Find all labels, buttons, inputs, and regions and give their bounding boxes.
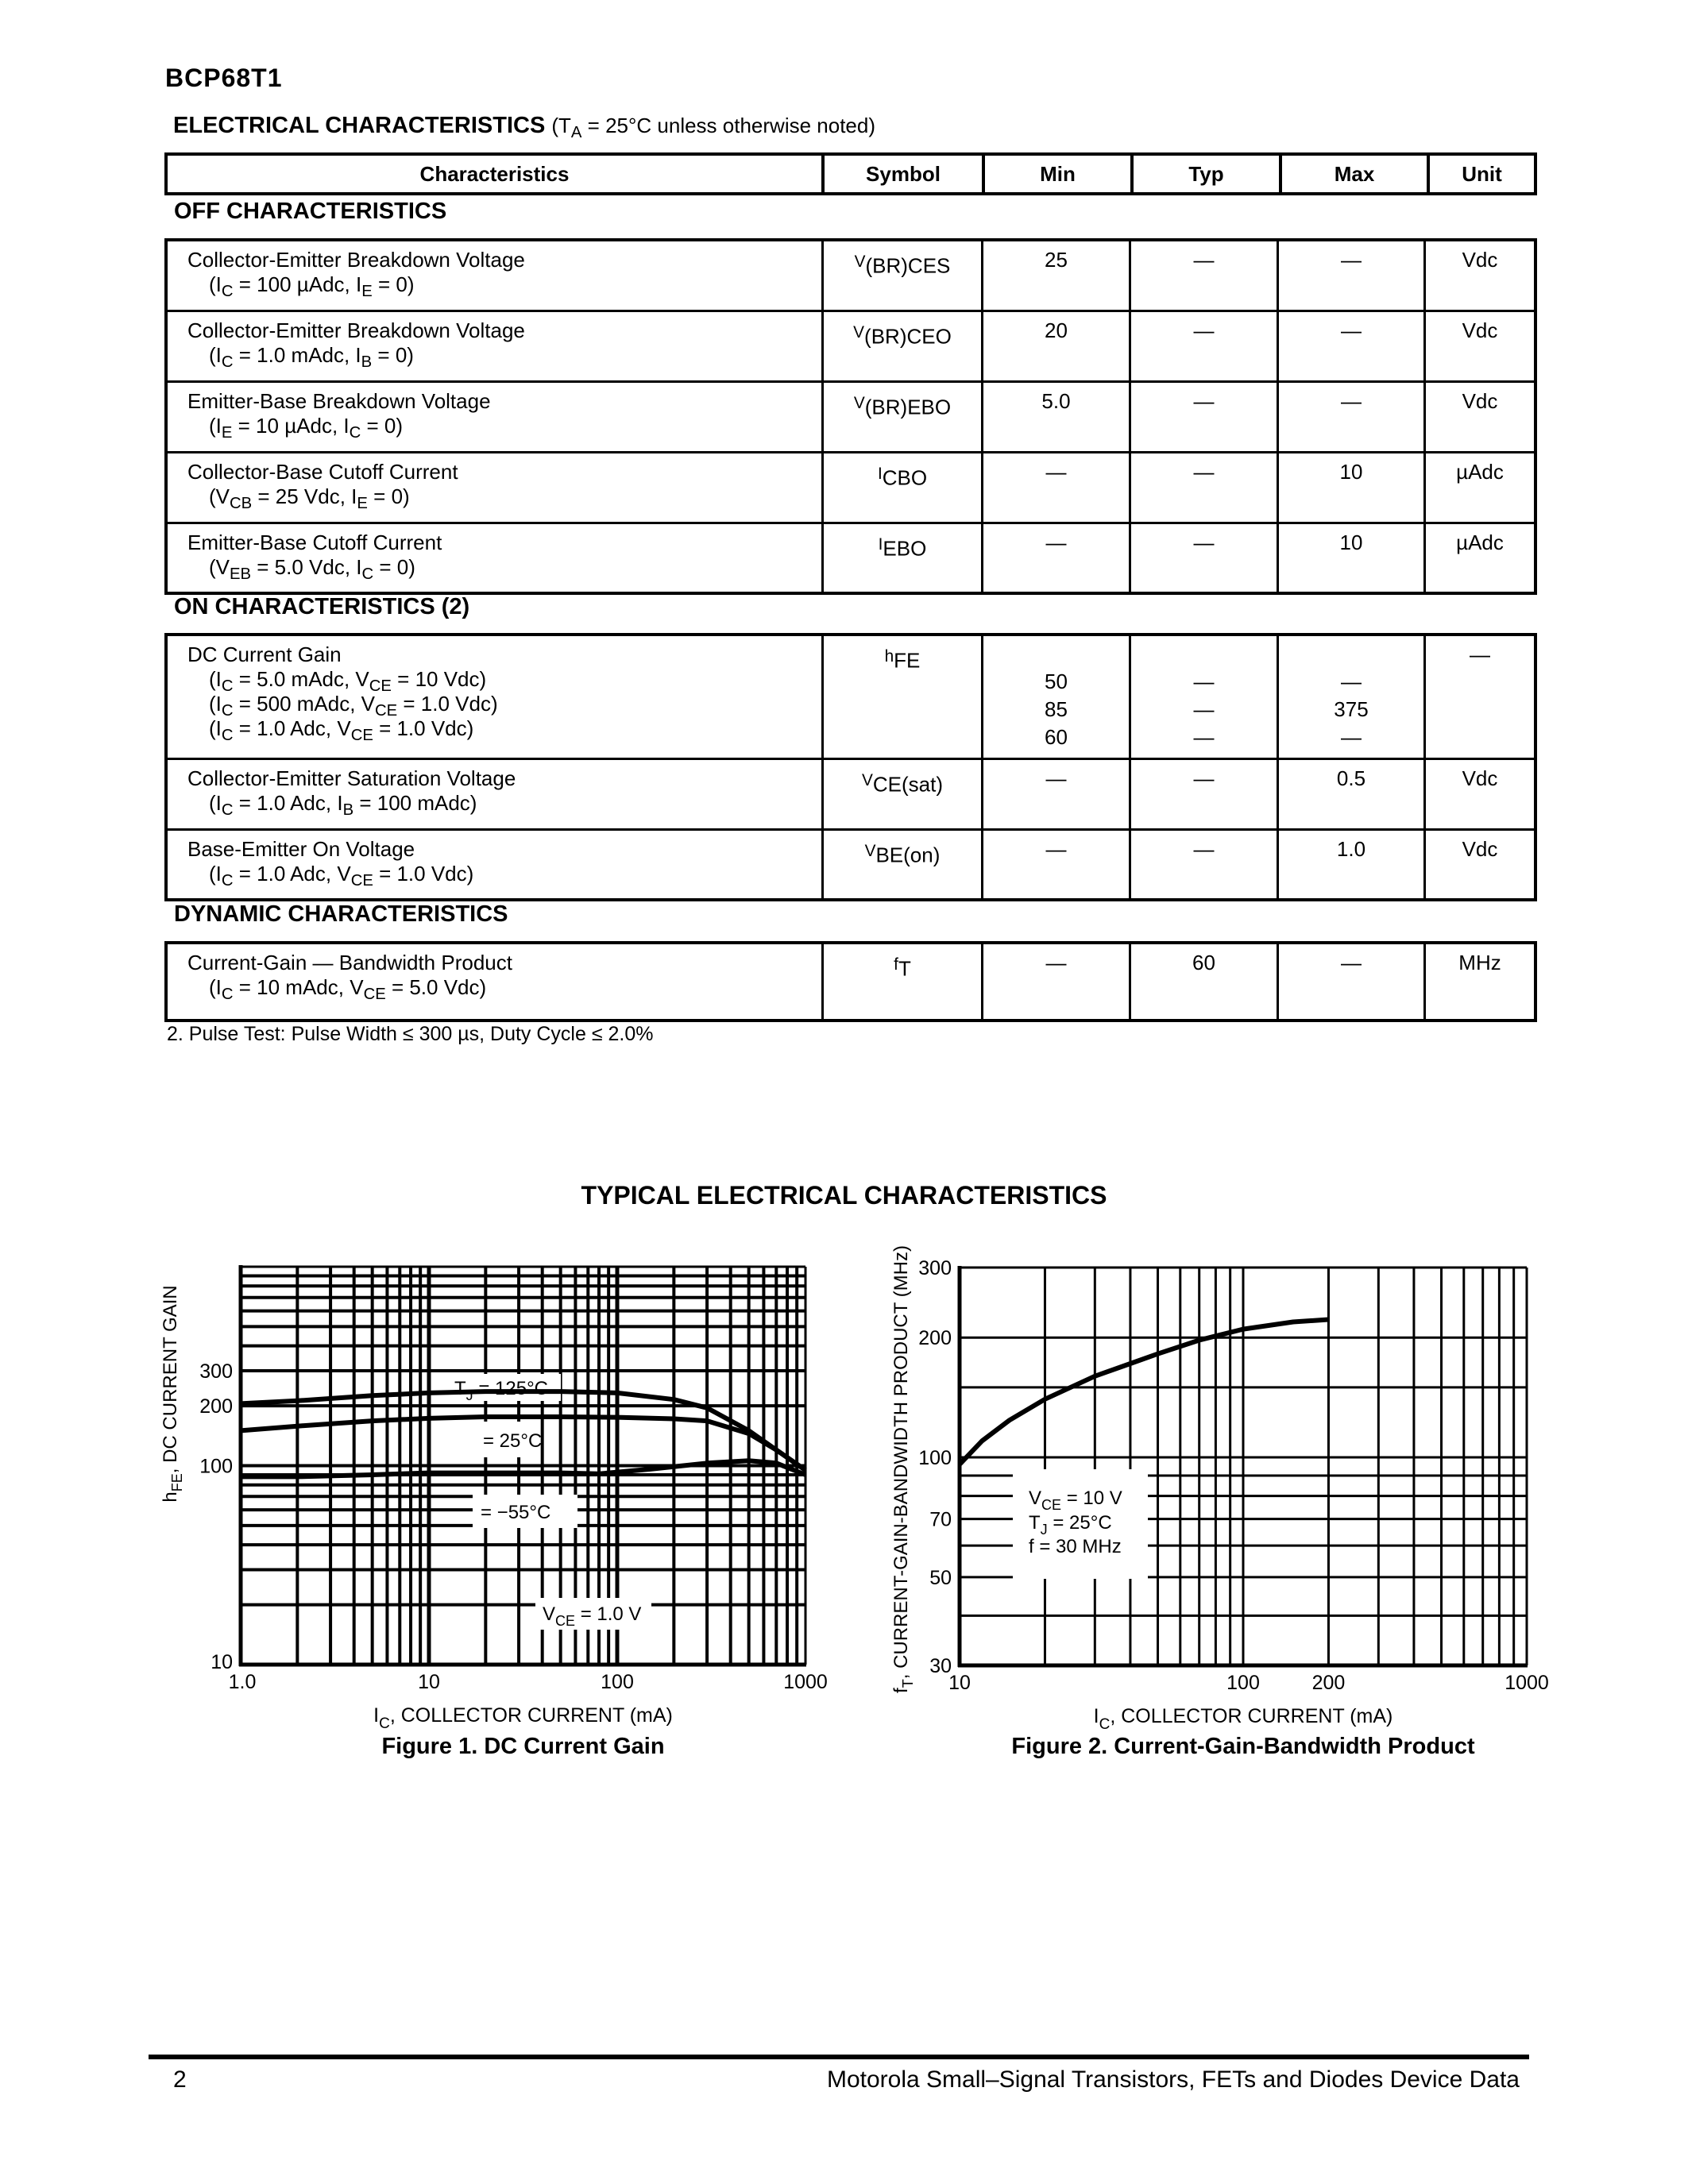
typ-value: — <box>1193 836 1215 861</box>
max-cell <box>1278 943 1425 1021</box>
min-value: 60 <box>1045 725 1068 749</box>
unit-value: Vdc <box>1462 766 1498 790</box>
test-condition: ($V_{CB} = 25$ Vdc, $I_E = 0$) <box>209 484 410 512</box>
max-value: 375 <box>1334 697 1369 721</box>
typ-value: — <box>1193 459 1215 484</box>
y-tick-label: 300 <box>199 1360 233 1383</box>
header-symbol: Symbol <box>823 154 983 194</box>
table-row <box>166 311 1535 381</box>
typ-cell <box>1130 240 1278 311</box>
min-value: 50 <box>1045 669 1068 693</box>
unit-value: µAdc <box>1456 459 1504 484</box>
x-axis-label: $I_C$, COLLECTOR CURRENT (mA) <box>373 1704 673 1731</box>
typ-value: — <box>1193 248 1215 272</box>
max-value: — <box>1341 388 1362 413</box>
header-unit: Unit <box>1428 154 1535 194</box>
min-cell <box>983 381 1130 452</box>
unit-value: Vdc <box>1462 318 1498 342</box>
symbol-cell <box>823 635 983 758</box>
min-value: — <box>1045 951 1067 974</box>
chart-annotation: $T_J = 125^\circ C$ <box>454 1378 548 1403</box>
characteristic-cell <box>166 943 823 1021</box>
typ-value: — <box>1193 530 1215 554</box>
header-min: Min <box>983 154 1132 194</box>
spec-table-header <box>164 152 1537 195</box>
header-typ: Typ <box>1132 154 1280 194</box>
ec-title-condition: ($T_A = 25^\circ C$ unless otherwise noted) <box>551 114 876 142</box>
max-value: — <box>1341 248 1362 272</box>
y-tick-label: 70 <box>929 1508 952 1531</box>
unit-cell <box>1425 758 1536 829</box>
footnote: 2. Pulse Test: Pulse Width ≤ 300 µs, Duty Cycle ≤ 2.0% <box>167 1023 654 1045</box>
max-cell <box>1278 240 1425 311</box>
typ-value: — <box>1193 766 1215 790</box>
max-cell <box>1278 829 1425 900</box>
unit-cell <box>1425 943 1536 1021</box>
unit-value: MHz <box>1458 951 1501 974</box>
chart-annotation: $T_J = 25^\circ C$ <box>1029 1512 1112 1538</box>
table-row <box>166 240 1535 311</box>
unit-cell <box>1425 452 1536 523</box>
typ-cell <box>1130 635 1278 758</box>
min-value: — <box>1045 530 1067 554</box>
characteristic-name: Current-Gain — Bandwidth Product <box>187 951 512 974</box>
characteristic-name: Emitter-Base Breakdown Voltage <box>187 388 491 413</box>
part-number: BCP68T1 <box>165 64 283 92</box>
table-row <box>166 943 1535 1021</box>
max-cell <box>1278 381 1425 452</box>
characteristic-cell <box>166 240 823 311</box>
min-value: 85 <box>1045 697 1068 721</box>
chart-annotation: $V_{CE} = 10$ V <box>1029 1488 1122 1513</box>
footer-rule <box>149 2055 1529 2059</box>
unit-value: Vdc <box>1462 388 1498 413</box>
typ-cell <box>1130 452 1278 523</box>
unit-cell <box>1425 311 1536 381</box>
x-tick-label: 1000 <box>783 1671 828 1693</box>
table-row <box>166 829 1535 900</box>
typ-cell <box>1130 381 1278 452</box>
characteristic-name: Collector-Emitter Breakdown Voltage <box>187 248 525 272</box>
unit-cell <box>1425 240 1536 311</box>
unit-value: Vdc <box>1462 836 1498 861</box>
typ-value: — <box>1193 725 1215 749</box>
typ-value: — <box>1193 697 1215 721</box>
test-condition: ($I_C = 10$ mAdc, $V_{CE} = 5.0$ Vdc) <box>209 975 487 1004</box>
symbol: $^V$(BR)EBO <box>853 393 952 419</box>
figure-1-chart <box>143 1239 842 1731</box>
typ-cell <box>1130 758 1278 829</box>
y-axis-label: $h_{FE}$, DC CURRENT GAIN <box>160 1285 185 1503</box>
x-tick-label: 100 <box>1226 1672 1260 1694</box>
chart-annotation: = −55°C <box>481 1502 551 1523</box>
typ-cell <box>1130 523 1278 593</box>
header-characteristics: Characteristics <box>166 154 823 194</box>
min-cell <box>983 240 1130 311</box>
symbol: $^V$(BR)CEO <box>853 322 952 348</box>
characteristic-name: DC Current Gain <box>187 642 342 666</box>
chart-annotation: = 25°C <box>483 1430 543 1452</box>
y-tick-label: 10 <box>211 1651 233 1673</box>
y-axis-label: $f_T$, CURRENT-GAIN-BANDWIDTH PRODUCT (MHz) <box>890 1245 916 1693</box>
min-cell <box>983 311 1130 381</box>
symbol: $^h$FE <box>884 647 921 673</box>
min-cell <box>983 943 1130 1021</box>
chart-annotation: f = 30 MHz <box>1029 1536 1122 1557</box>
characteristic-cell <box>166 635 823 758</box>
min-value: 5.0 <box>1041 388 1071 413</box>
symbol-cell <box>823 758 983 829</box>
typical-characteristics-title: TYPICAL ELECTRICAL CHARACTERISTICS <box>581 1181 1107 1210</box>
x-tick-label: 10 <box>418 1671 440 1693</box>
test-condition: ($I_C = 500$ mAdc, $V_{CE} = 1.0$ Vdc) <box>209 692 498 720</box>
chart-annotation: $V_{CE} = 1.0$ V <box>543 1603 642 1629</box>
test-condition: ($I_C = 5.0$ mAdc, $V_{CE} = 10$ Vdc) <box>209 667 487 696</box>
y-tick-label: 200 <box>918 1327 952 1350</box>
x-tick-label: 1.0 <box>228 1671 257 1693</box>
y-tick-label: 30 <box>929 1655 952 1677</box>
max-cell <box>1278 635 1425 758</box>
figure-1-caption: Figure 1. DC Current Gain <box>381 1734 665 1759</box>
max-value: 1.0 <box>1336 836 1366 861</box>
test-condition: ($I_C = 100$ µAdc, $I_E = 0$) <box>209 272 415 301</box>
symbol: $^V$CE(sat) <box>862 770 943 796</box>
min-cell <box>983 635 1130 758</box>
max-value: 10 <box>1339 530 1363 554</box>
characteristic-cell <box>166 523 823 593</box>
spec-table-section <box>164 238 1537 595</box>
characteristic-name: Emitter-Base Cutoff Current <box>187 530 442 554</box>
symbol-cell <box>823 311 983 381</box>
table-row <box>166 452 1535 523</box>
figure-2-caption: Figure 2. Current-Gain-Bandwidth Product <box>1011 1734 1475 1759</box>
electrical-characteristics-title <box>173 113 876 142</box>
symbol-cell <box>823 240 983 311</box>
symbol-cell <box>823 523 983 593</box>
typ-cell <box>1130 943 1278 1021</box>
characteristic-cell <box>166 829 823 900</box>
typ-cell <box>1130 311 1278 381</box>
unit-value: — <box>1470 642 1490 666</box>
min-value: — <box>1045 459 1067 484</box>
section-title: ON CHARACTERISTICS (2) <box>174 594 470 619</box>
ec-title-text: ELECTRICAL CHARACTERISTICS <box>173 113 546 138</box>
characteristic-cell <box>166 311 823 381</box>
min-value: — <box>1045 766 1067 790</box>
unit-cell <box>1425 829 1536 900</box>
unit-value: µAdc <box>1456 530 1504 554</box>
symbol: $^f$T <box>894 955 911 981</box>
test-condition: ($I_C = 1.0$ Adc, $I_B = 100$ mAdc) <box>209 790 477 819</box>
test-condition: ($I_C = 1.0$ Adc, $V_{CE} = 1.0$ Vdc) <box>209 716 474 745</box>
table-row <box>166 523 1535 593</box>
characteristic-cell <box>166 381 823 452</box>
footer-text: Motorola Small–Signal Transistors, FETs and Diodes Device Data <box>826 2066 1520 2093</box>
max-value: — <box>1341 725 1362 749</box>
typ-cell <box>1130 829 1278 900</box>
test-condition: ($I_C = 1.0$ Adc, $V_{CE} = 1.0$ Vdc) <box>209 861 474 889</box>
figure-2-chart <box>866 1231 1565 1731</box>
symbol-cell <box>823 381 983 452</box>
characteristic-name: Collector-Emitter Breakdown Voltage <box>187 318 525 342</box>
max-value: — <box>1341 951 1362 974</box>
y-tick-label: 100 <box>918 1447 952 1470</box>
unit-value: Vdc <box>1462 248 1498 272</box>
table-row <box>166 635 1535 758</box>
symbol-cell <box>823 943 983 1021</box>
test-condition: ($I_C = 1.0$ mAdc, $I_B = 0$) <box>209 342 414 371</box>
min-value: 25 <box>1045 248 1068 272</box>
x-axis-label: $I_C$, COLLECTOR CURRENT (mA) <box>1093 1705 1393 1731</box>
characteristic-name: Base-Emitter On Voltage <box>187 836 415 861</box>
typ-value: — <box>1193 388 1215 413</box>
x-tick-label: 100 <box>601 1671 634 1693</box>
x-tick-label: 1000 <box>1505 1672 1549 1694</box>
y-tick-label: 50 <box>929 1566 952 1589</box>
table-row <box>166 758 1535 829</box>
x-tick-label: 10 <box>948 1672 971 1694</box>
min-cell <box>983 452 1130 523</box>
symbol-cell <box>823 829 983 900</box>
section-title: DYNAMIC CHARACTERISTICS <box>174 901 508 927</box>
symbol: $^I$CBO <box>877 464 928 489</box>
min-value: 20 <box>1045 318 1068 342</box>
max-value: — <box>1341 318 1362 342</box>
test-condition: ($I_E = 10$ µAdc, $I_C = 0$) <box>209 413 404 442</box>
max-cell <box>1278 758 1425 829</box>
max-cell <box>1278 523 1425 593</box>
unit-cell <box>1425 381 1536 452</box>
table-row <box>166 381 1535 452</box>
y-tick-label: 200 <box>199 1395 233 1418</box>
series-line-0 <box>960 1320 1329 1464</box>
characteristic-cell <box>166 758 823 829</box>
characteristic-cell <box>166 452 823 523</box>
unit-cell <box>1425 635 1536 758</box>
min-cell <box>983 829 1130 900</box>
typ-value: 60 <box>1192 951 1215 974</box>
section-title: OFF CHARACTERISTICS <box>174 199 447 224</box>
max-cell <box>1278 452 1425 523</box>
test-condition: ($V_{EB} = 5.0$ Vdc, $I_C = 0$) <box>209 554 415 583</box>
characteristic-name: Collector-Base Cutoff Current <box>187 459 458 484</box>
y-tick-label: 100 <box>199 1455 233 1478</box>
symbol-cell <box>823 452 983 523</box>
spec-table-section <box>164 941 1537 1022</box>
symbol: $^V$BE(on) <box>864 841 941 866</box>
header-max: Max <box>1280 154 1428 194</box>
min-value: — <box>1045 836 1067 861</box>
min-cell <box>983 758 1130 829</box>
typ-value: — <box>1193 669 1215 693</box>
max-value: 10 <box>1339 459 1363 484</box>
unit-cell <box>1425 523 1536 593</box>
characteristic-name: Collector-Emitter Saturation Voltage <box>187 766 516 790</box>
max-value: 0.5 <box>1336 766 1366 790</box>
min-cell <box>983 523 1130 593</box>
symbol: $^V$(BR)CES <box>854 253 951 278</box>
max-value: — <box>1341 669 1362 693</box>
typ-value: — <box>1193 318 1215 342</box>
y-tick-label: 300 <box>918 1257 952 1279</box>
page-number: 2 <box>173 2066 187 2093</box>
max-cell <box>1278 311 1425 381</box>
symbol: $^I$EBO <box>878 534 927 560</box>
spec-table-section <box>164 633 1537 901</box>
x-tick-label: 200 <box>1311 1672 1346 1694</box>
